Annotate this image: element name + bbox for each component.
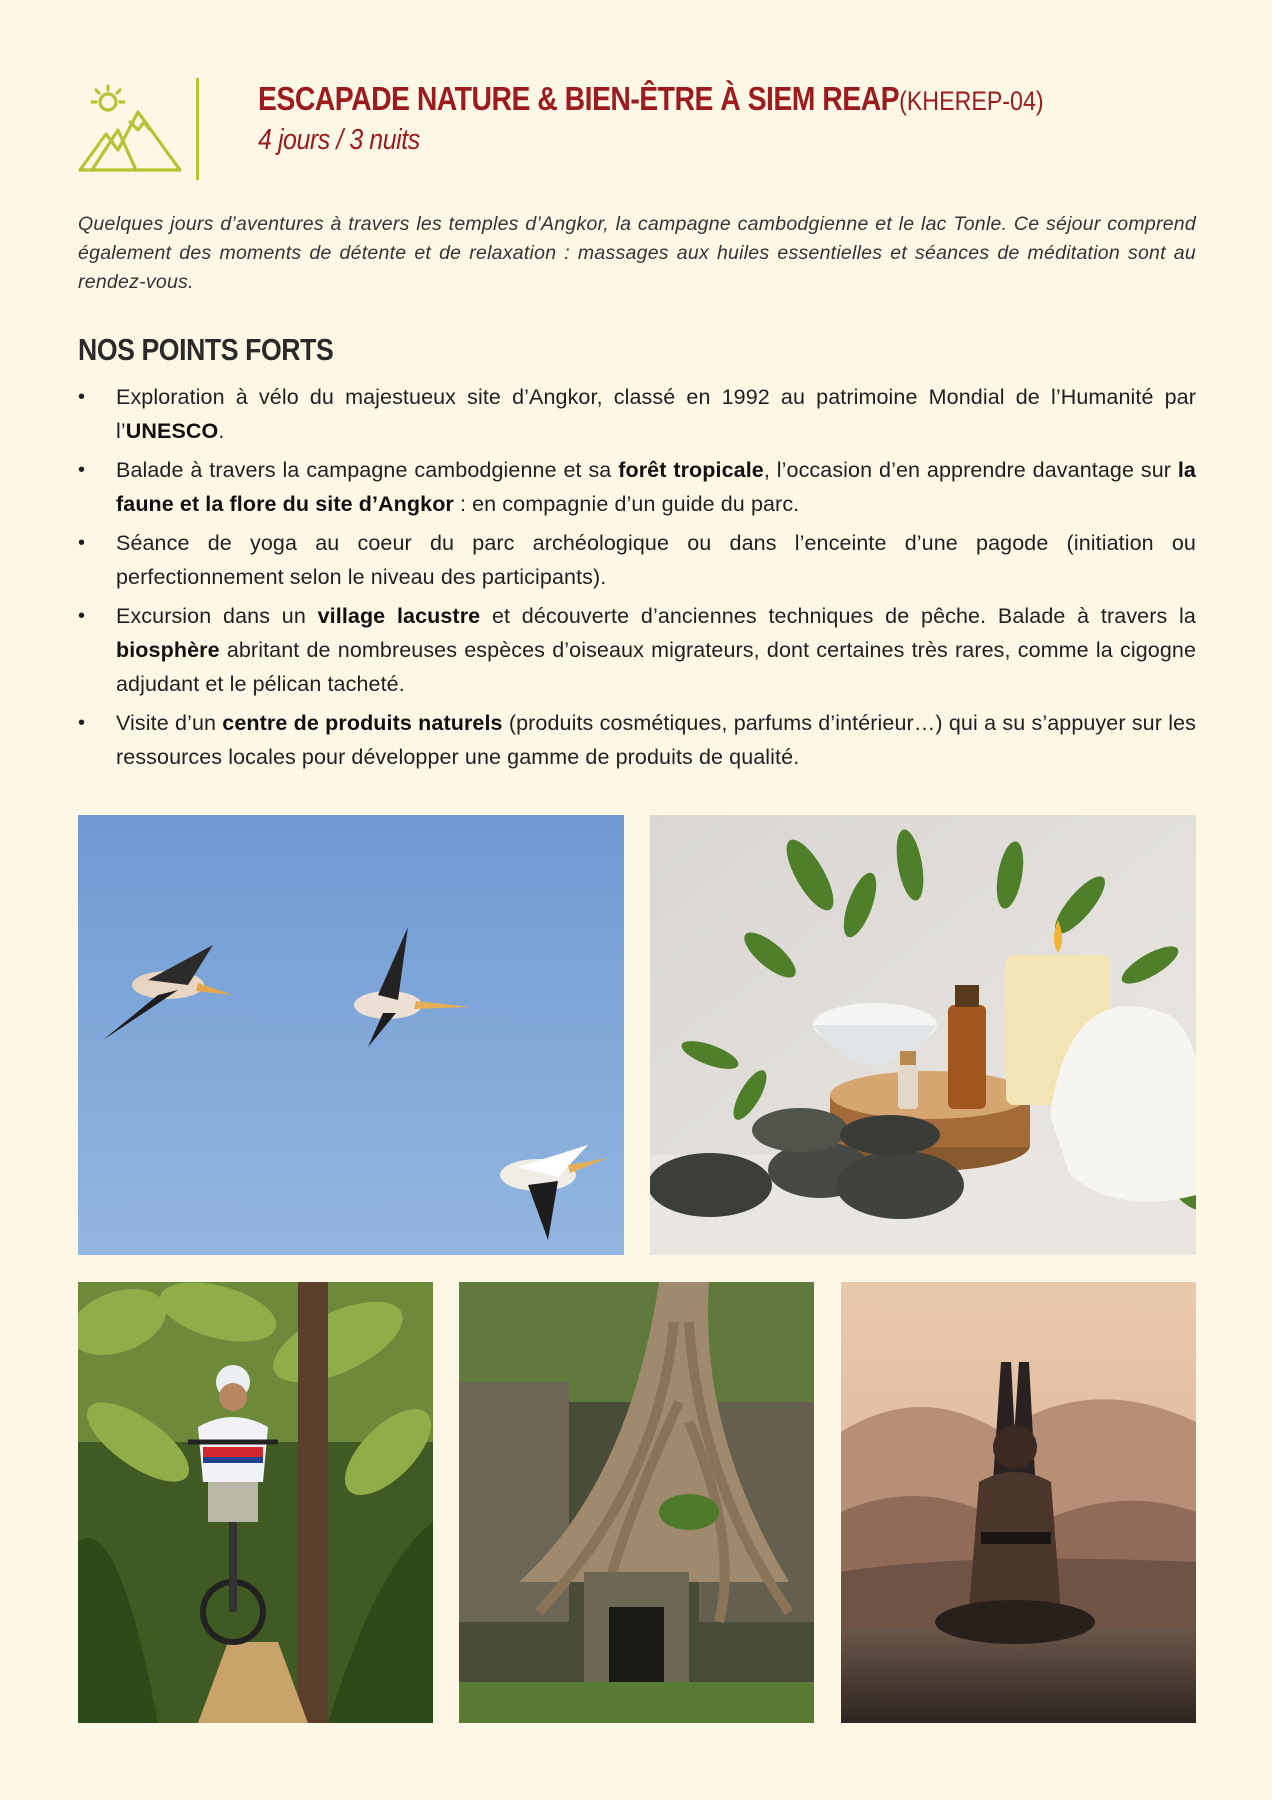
list-item-text: Balade à travers la campagne cambodgienne et sa: [116, 458, 619, 482]
list-item: [78, 453, 1196, 521]
highlights-list: [78, 380, 1196, 779]
list-item-text: (produits cosmétiques, parfums d’intérieur…) qui a su s’appuyer sur les ressources locales pour développer une gamme de produits de qualité.: [116, 711, 1197, 769]
header-divider: [196, 78, 199, 180]
title-block: [258, 80, 1172, 157]
highlight-text: village lacustre: [317, 604, 481, 628]
header: [78, 78, 1198, 182]
list-item-text: et découverte d’anciennes techniques de pêche. Balade à travers la: [480, 604, 1196, 628]
section-title: NOS POINTS FORTS: [78, 332, 334, 367]
photo-yoga: [841, 1282, 1196, 1723]
photo-pelicans: [78, 815, 624, 1255]
list-item-text: Excursion dans un: [116, 604, 318, 628]
photo-cyclist: [78, 1282, 433, 1723]
page-subtitle: 4 jours / 3 nuits: [258, 124, 420, 156]
highlight-text: la faune et la flore du site d’Angkor: [116, 458, 1196, 516]
highlight-text: centre de produits naturels: [222, 711, 503, 735]
intro-paragraph: Quelques jours d’aventures à travers les temples d’Angkor, la campagne cambodgienne et le lac Tonle. Ce séjour comprend également des moments de détente et de relaxation : massages aux huiles essentielles et séances de méditation sont au rendez-vous.: [78, 213, 1196, 293]
page-title: [258, 80, 1044, 118]
list-item: [78, 599, 1196, 701]
list-item-text: : en compagnie d’un guide du parc.: [453, 492, 800, 516]
list-item-text: Séance de yoga au coeur du parc archéologique ou dans l’enceinte d’une pagode (initiation ou perfectionnement selon le niveau des participants).: [116, 531, 1196, 589]
highlight-text: forêt tropicale: [618, 458, 764, 482]
highlight-text: UNESCO: [125, 419, 219, 443]
tour-code: (KHEREP-04): [899, 86, 1044, 116]
list-item-text: abritant de nombreuses espèces d’oiseaux migrateurs, dont certaines très rares, comme la cigogne adjudant et le pélican tacheté.: [116, 638, 1196, 696]
list-item-text: , l’occasion d’en apprendre davantage sur: [763, 458, 1178, 482]
mountain-sun-icon: [78, 82, 182, 174]
photo-temple-tree: [459, 1282, 814, 1723]
title-text: ESCAPADE NATURE & BIEN-ÊTRE À SIEM REAP: [258, 80, 900, 117]
photo-spa: [650, 815, 1196, 1255]
list-item-text: Visite d’un: [116, 711, 223, 735]
highlight-text: biosphère: [116, 638, 220, 662]
list-item: [78, 380, 1196, 448]
list-item-text: Exploration à vélo du majestueux site d’Angkor, classé en 1992 au patrimoine Mondial de l’Humanité par l’: [116, 385, 1196, 443]
list-item: [78, 706, 1196, 774]
list-item: [78, 526, 1196, 594]
list-item-text: .: [218, 419, 225, 443]
